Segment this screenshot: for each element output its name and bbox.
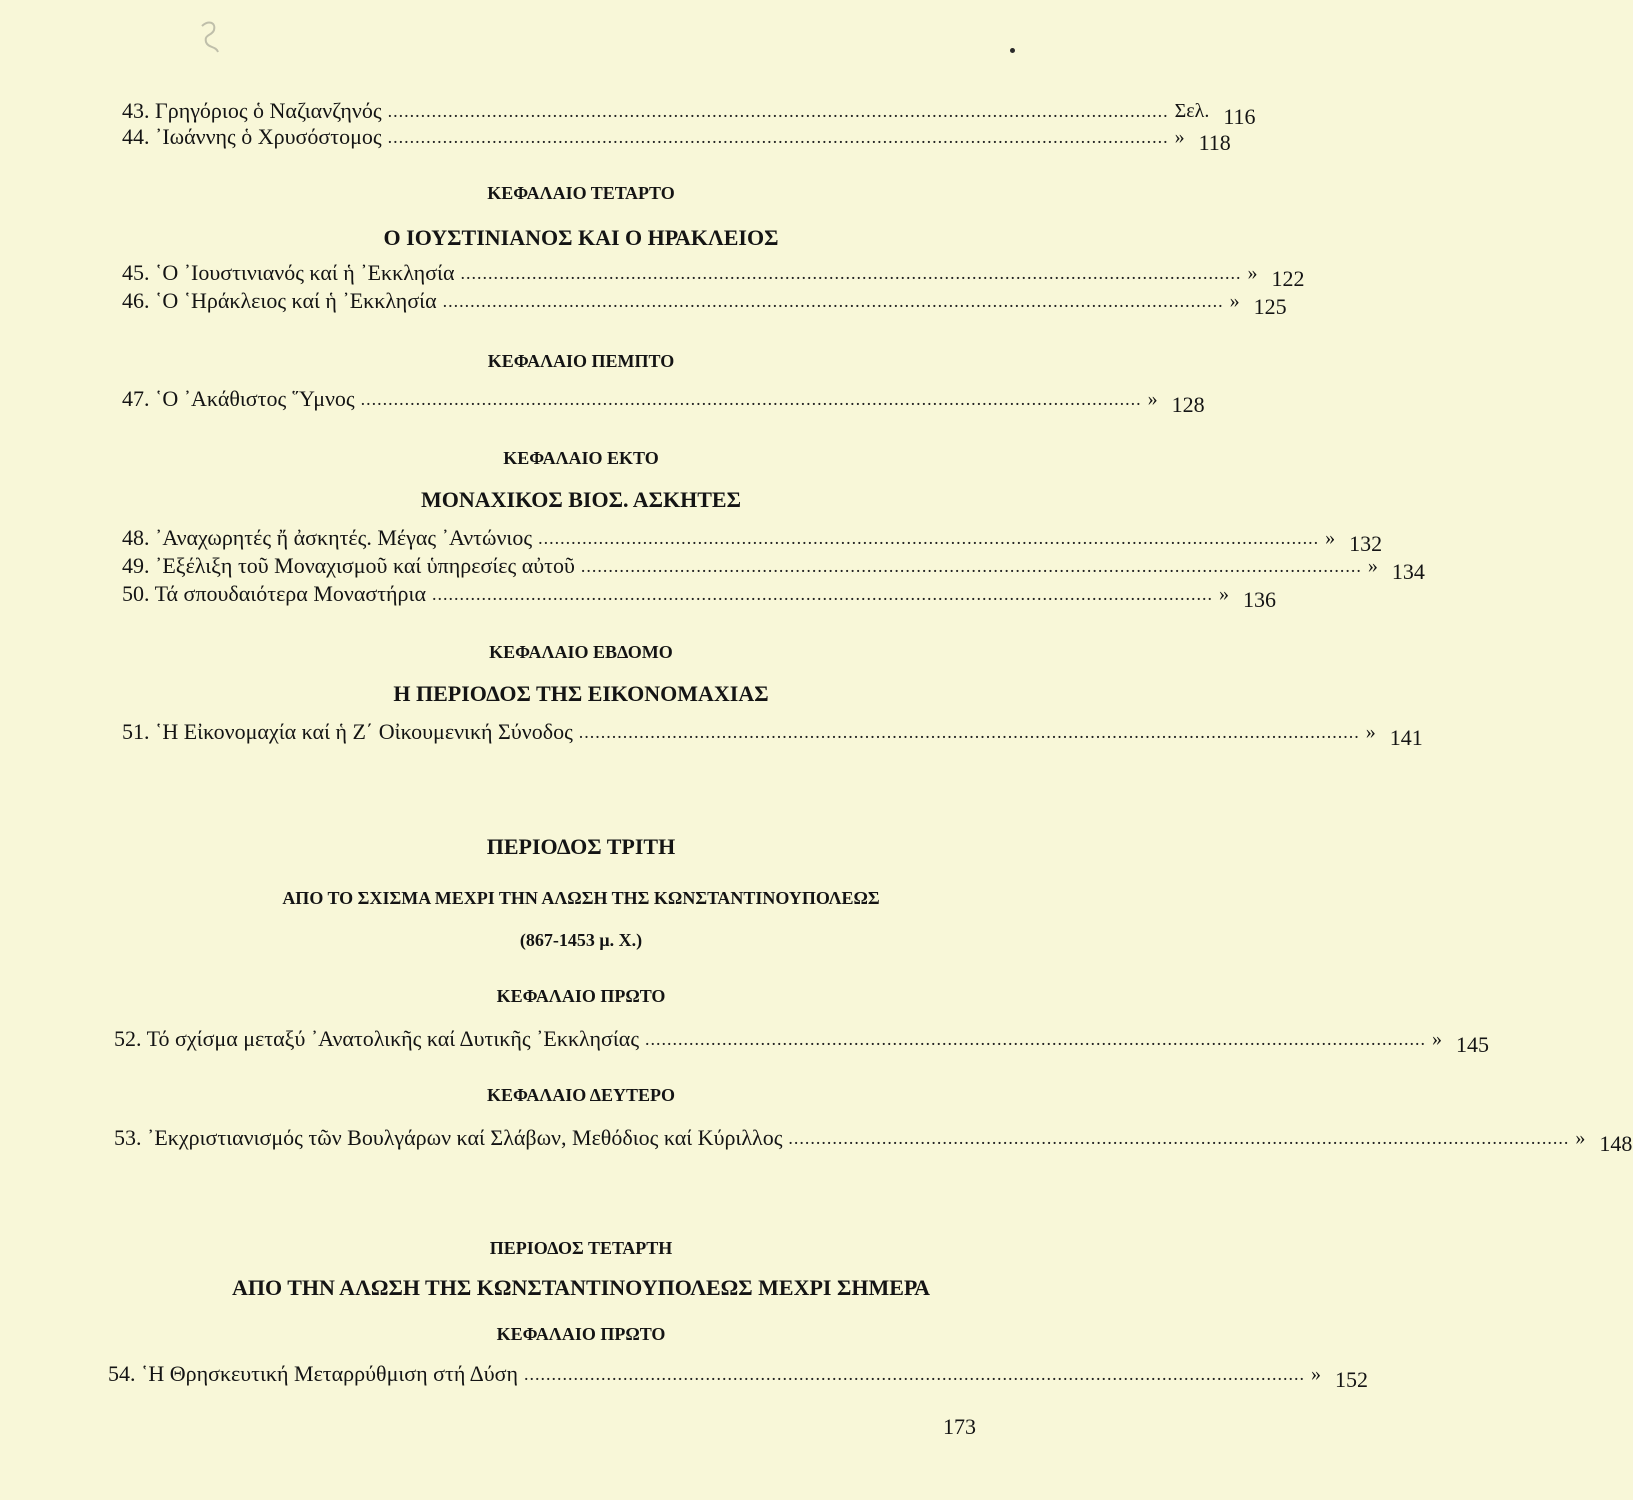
entry-title: ᾿Εξέλιξη τοῦ Μοναχισμοῦ καί ὑπηρεσίες αὐτοῦ	[155, 553, 575, 578]
entry-number: 50.	[122, 581, 150, 606]
entry-title: ῾Ο ᾿Ακάθιστος ῞Υμνος	[155, 386, 355, 411]
toc-entry[interactable]	[122, 98, 1256, 129]
chapter-label: ΚΕΦΑΛΑΙΟ ΠΡΩΤΟ	[496, 986, 666, 1006]
page-number: 152	[1335, 1367, 1369, 1392]
page-marker: »	[1174, 126, 1185, 148]
chapter-title: Η ΠΕΡΙΟΔΟΣ ΤΗΣ ΕΙΚΟΝΟΜΑΧΙΑΣ	[393, 681, 769, 706]
period-title: ΑΠΟ ΤΟ ΣΧΙΣΜΑ ΜΕΧΡΙ ΤΗΝ ΑΛΩΣΗ ΤΗΣ ΚΩΝΣΤΑΝΤΙΝΟΥΠΟΛΕΩΣ	[282, 888, 880, 908]
entry-number: 51.	[122, 719, 150, 744]
page-number: 118	[1198, 130, 1231, 155]
period-title: ΑΠΟ ΤΗΝ ΑΛΩΣΗ ΤΗΣ ΚΩΝΣΤΑΝΤΙΝΟΥΠΟΛΕΩΣ ΜΕΧΡΙ ΣΗΜΕΡΑ	[232, 1275, 930, 1300]
leader-dots: ..............................................................................................................................................	[578, 722, 1360, 742]
entry-number: 43.	[122, 98, 150, 123]
leader-dots: ..............................................................................................................................................	[580, 556, 1362, 576]
page-marker: »	[1147, 388, 1158, 410]
toc-entry[interactable]	[122, 386, 1205, 417]
toc-entry[interactable]	[122, 525, 1383, 556]
toc-entry[interactable]	[114, 1026, 1490, 1057]
entry-number: 46.	[122, 288, 150, 313]
period-label: ΠΕΡΙΟΔΟΣ ΤΕΤΑΡΤΗ	[489, 1238, 673, 1258]
toc-entry[interactable]	[122, 260, 1305, 291]
leader-dots: ..............................................................................................................................................	[360, 389, 1142, 409]
entry-title: ᾿Αναχωρητές ἤ ἀσκητές. Μέγας ᾿Αντώνιος	[155, 525, 533, 550]
leader-dots: ..............................................................................................................................................	[460, 263, 1242, 283]
page-number: 145	[1456, 1032, 1490, 1057]
page-marker: »	[1218, 583, 1229, 605]
toc-entry[interactable]	[122, 124, 1231, 155]
page-marker: »	[1229, 290, 1240, 312]
entry-title: ῾Ο ῾Ηράκλειος καί ἡ ᾿Εκκλησία	[155, 288, 437, 313]
chapter-title: ΜΟΝΑΧΙΚΟΣ ΒΙΟΣ. ΑΣΚΗΤΕΣ	[420, 487, 741, 512]
entry-number: 52.	[114, 1026, 142, 1051]
stamp-mark-icon	[196, 16, 224, 56]
toc-entry[interactable]	[122, 288, 1287, 319]
entry-title: ῾Η Θρησκευτική Μεταρρύθμιση στή Δύση	[141, 1361, 519, 1386]
chapter-label: ΚΕΦΑΛΑΙΟ ΕΚΤΟ	[503, 448, 659, 468]
page-marker: »	[1325, 527, 1336, 549]
entry-number: 53.	[114, 1125, 142, 1150]
chapter-label: ΚΕΦΑΛΑΙΟ ΔΕΥΤΕΡΟ	[486, 1085, 676, 1105]
page-number: 141	[1389, 725, 1423, 750]
leader-dots: ..............................................................................................................................................	[538, 528, 1320, 548]
entry-number: 45.	[122, 260, 150, 285]
entry-number: 49.	[122, 553, 150, 578]
page-marker: Σελ.	[1174, 100, 1210, 122]
chapter-label: ΚΕΦΑΛΑΙΟ ΤΕΤΑΡΤΟ	[487, 183, 675, 203]
page-number: 132	[1349, 531, 1383, 556]
leader-dots: ..............................................................................................................................................	[442, 291, 1224, 311]
page-number: 148	[1599, 1131, 1633, 1156]
page-number: 116	[1223, 104, 1256, 129]
page-marker: »	[1367, 555, 1378, 577]
chapter-label: ΚΕΦΑΛΑΙΟ ΠΕΜΠΤΟ	[487, 351, 675, 371]
entry-number: 47.	[122, 386, 150, 411]
leader-dots: ..............................................................................................................................................	[387, 101, 1169, 121]
leader-dots: ..............................................................................................................................................	[387, 127, 1169, 147]
page-marker: »	[1311, 1363, 1322, 1385]
page-marker: »	[1432, 1028, 1443, 1050]
page-marker: »	[1247, 262, 1258, 284]
leader-dots: ..............................................................................................................................................	[524, 1364, 1306, 1384]
toc-entry[interactable]	[114, 1125, 1633, 1156]
page-number: 122	[1271, 266, 1305, 291]
entry-number: 48.	[122, 525, 150, 550]
page-number: 134	[1391, 559, 1425, 584]
entry-number: 54.	[108, 1361, 136, 1386]
entry-title: Γρηγόριος ὁ Ναζιανζηνός	[155, 98, 382, 123]
entry-number: 44.	[122, 124, 150, 149]
toc-entry[interactable]	[122, 719, 1423, 750]
entry-title: ῾Ο ᾿Ιουστινιανός καί ἡ ᾿Εκκλησία	[155, 260, 455, 285]
leader-dots: ..............................................................................................................................................	[788, 1128, 1570, 1148]
chapter-label: ΚΕΦΑΛΑΙΟ ΠΡΩΤΟ	[496, 1324, 666, 1344]
leader-dots: ..............................................................................................................................................	[645, 1029, 1427, 1049]
leader-dots: ..............................................................................................................................................	[431, 584, 1213, 604]
entry-title: ᾿Εκχριστιανισμός τῶν Βουλγάρων καί Σλάβων, Μεθόδιος καί Κύριλλος	[147, 1125, 783, 1150]
toc-entry[interactable]	[122, 581, 1276, 612]
toc-entry[interactable]	[122, 553, 1425, 584]
page-number: 136	[1242, 587, 1276, 612]
page-number: 125	[1253, 294, 1287, 319]
chapter-title: Ο ΙΟΥΣΤΙΝΙΑΝΟΣ ΚΑΙ Ο ΗΡΑΚΛΕΙΟΣ	[383, 225, 779, 250]
entry-title: Τό σχίσμα μεταξύ ᾿Ανατολικῆς καί Δυτικῆς ᾿Εκκλησίας	[146, 1026, 640, 1051]
entry-title: Τά σπουδαιότερα Μοναστήρια	[154, 581, 426, 606]
page-marker: »	[1365, 721, 1376, 743]
entry-title: ῾Η Εἰκονομαχία καί ἡ Ζ΄ Οἰκουμενική Σύνοδος	[155, 719, 573, 744]
speck	[1010, 48, 1015, 53]
entry-title: ᾿Ιωάννης ὁ Χρυσόστομος	[155, 124, 382, 149]
page-number: 128	[1171, 392, 1205, 417]
chapter-label: ΚΕΦΑΛΑΙΟ ΕΒΔΟΜΟ	[489, 642, 673, 662]
period-dates: (867-1453 μ. Χ.)	[519, 930, 643, 950]
folio-page-number: 173	[943, 1414, 976, 1439]
toc-entry[interactable]	[108, 1361, 1369, 1392]
period-label: ΠΕΡΙΟΔΟΣ ΤΡΙΤΗ	[486, 834, 676, 859]
page-marker: »	[1575, 1127, 1586, 1149]
